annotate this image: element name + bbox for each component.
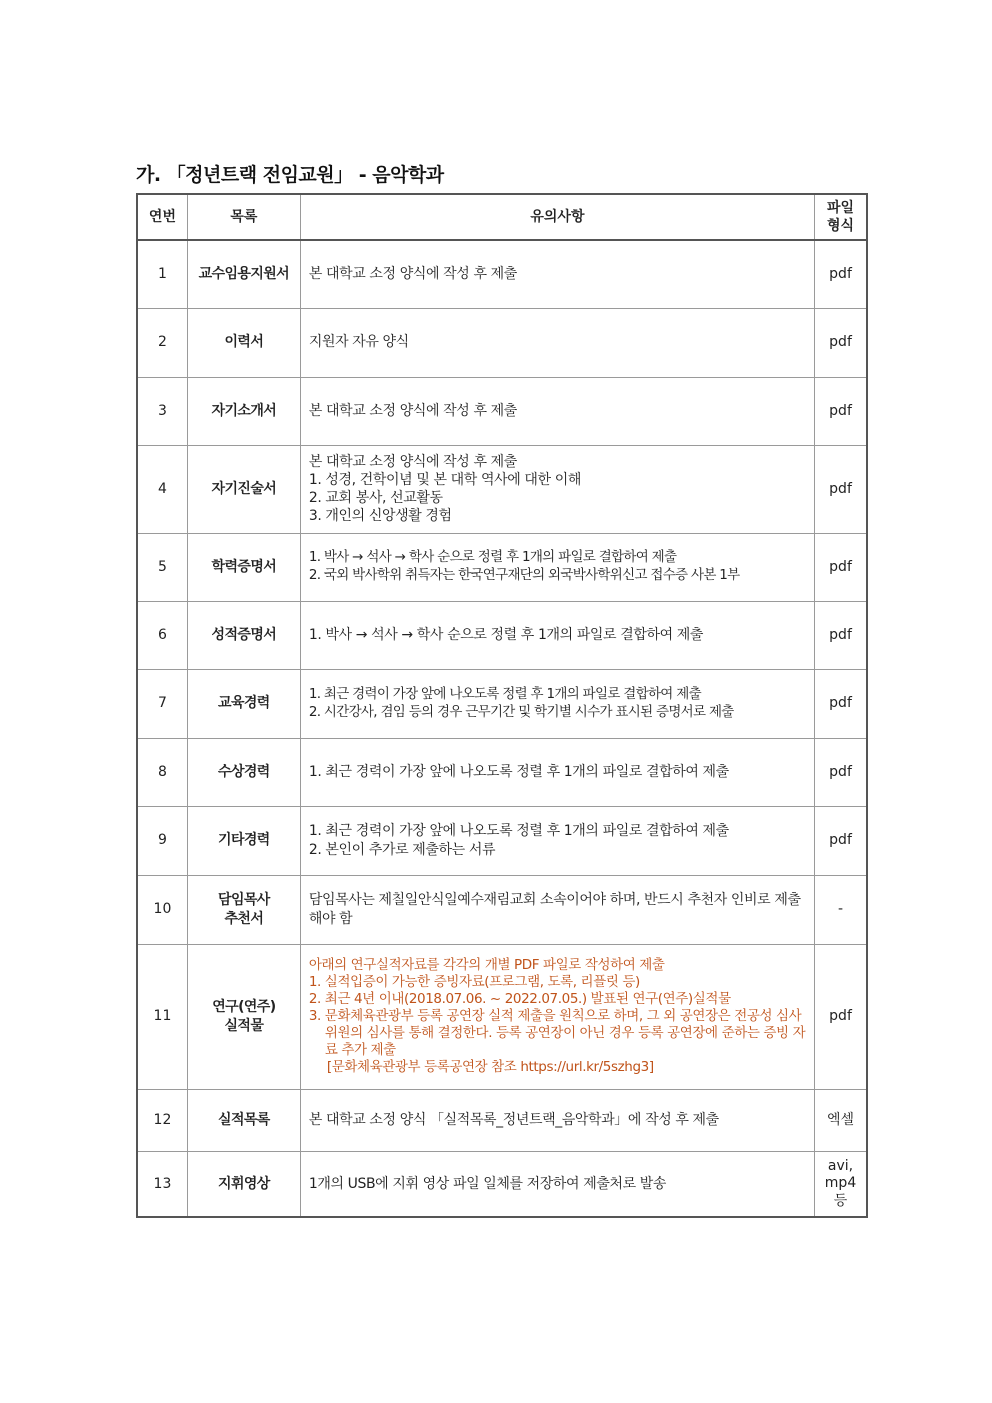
row-title: 실적목록 [187,1089,300,1151]
row-title: 자기진술서 [187,445,300,533]
row-format: pdf [815,377,867,445]
row-note: 본 대학교 소정 양식에 작성 후 제출 [300,377,814,445]
row-format: pdf [815,669,867,738]
row-note: 1개의 USB에 지휘 영상 파일 일체를 저장하여 제출처로 발송 [300,1151,814,1217]
row-format: pdf [815,533,867,601]
table-row [137,377,867,445]
row-format: pdf [815,806,867,875]
row-format: pdf [815,944,867,1089]
table-row [137,669,867,738]
row-note: 1. 최근 경력이 가장 앞에 나오도록 정렬 후 1개의 파일로 결합하여 제출 [300,738,814,806]
row-note-highlighted: 아래의 연구실적자료를 각각의 개별 PDF 파일로 작성하여 제출 1. 실적입증이 가능한 증빙자료(프로그램, 도록, 리플릿 등) 2. 최근 4년 이내(2018.07.06. ~ 2022.07.05.) 발표된 연구(연주)실적물 3. 문화체육관광부 등록 공연장 실적 제출을 원칙으로 하며, 그 외 공연장은 전공성 심사위원의 심사를 통해 결정한다. 등록 공연장이 아닌 경우 등록 공연장에 준하는 증빙 자료 추가 제출 [문화체육관광부 등록공연장 참조 https://url.kr/5szhg3] [300,944,814,1089]
row-title: 연구(연주) 실적물 [187,944,300,1089]
row-title: 성적증명서 [187,601,300,669]
row-note: 본 대학교 소정 양식에 작성 후 제출 [300,240,814,308]
row-number: 7 [137,669,187,738]
section-heading: 가. 「정년트랙 전임교원」 - 음악학과 [136,164,444,186]
row-title: 학력증명서 [187,533,300,601]
row-title: 이력서 [187,308,300,377]
row-number: 13 [137,1151,187,1217]
row-note: 본 대학교 소정 양식에 작성 후 제출 1. 성경, 건학이념 및 본 대학 역사에 대한 이해 2. 교회 봉사, 선교활동 3. 개인의 신앙생활 경험 [300,445,814,533]
row-number: 3 [137,377,187,445]
row-format: avi, mp4 등 [815,1151,867,1217]
row-note: 1. 박사 → 석사 → 학사 순으로 정렬 후 1개의 파일로 결합하여 제출 [300,601,814,669]
table-row [137,308,867,377]
table-row [137,944,867,1089]
row-note: 담임목사는 제칠일안식일예수재림교회 소속이어야 하며, 반드시 추천자 인비로 제출해야 함 [300,875,814,944]
header-title: 목록 [187,194,300,240]
row-format: pdf [815,738,867,806]
row-number: 5 [137,533,187,601]
row-title: 교육경력 [187,669,300,738]
table-row [137,738,867,806]
header-format: 파일 형식 [815,194,867,240]
row-number: 8 [137,738,187,806]
row-number: 2 [137,308,187,377]
row-title: 기타경력 [187,806,300,875]
table-row [137,1089,867,1151]
row-number: 12 [137,1089,187,1151]
table-row [137,806,867,875]
row-note: 지원자 자유 양식 [300,308,814,377]
row-format: pdf [815,601,867,669]
row-number: 6 [137,601,187,669]
header-no: 연번 [137,194,187,240]
table-row [137,1151,867,1217]
row-number: 9 [137,806,187,875]
row-note: 1. 최근 경력이 가장 앞에 나오도록 정렬 후 1개의 파일로 결합하여 제출 2. 시간강사, 겸임 등의 경우 근무기간 및 학기별 시수가 표시된 증명서로 제출 [300,669,814,738]
row-title: 수상경력 [187,738,300,806]
row-number: 4 [137,445,187,533]
table-row [137,875,867,944]
row-format: 엑셀 [815,1089,867,1151]
row-number: 11 [137,944,187,1089]
row-format: pdf [815,240,867,308]
table-row [137,533,867,601]
header-note: 유의사항 [300,194,814,240]
row-title: 담임목사 추천서 [187,875,300,944]
row-note: 1. 박사 → 석사 → 학사 순으로 정렬 후 1개의 파일로 결합하여 제출 2. 국외 박사학위 취득자는 한국연구재단의 외국박사학위신고 접수증 사본 1부 [300,533,814,601]
table-row [137,601,867,669]
table-header-row [137,194,867,240]
row-note: 본 대학교 소정 양식 「실적목록_정년트랙_음악학과」에 작성 후 제출 [300,1089,814,1151]
row-title: 지휘영상 [187,1151,300,1217]
row-number: 1 [137,240,187,308]
document-table [136,193,868,1218]
row-format: pdf [815,308,867,377]
row-note: 1. 최근 경력이 가장 앞에 나오도록 정렬 후 1개의 파일로 결합하여 제출 2. 본인이 추가로 제출하는 서류 [300,806,814,875]
row-title: 교수임용지원서 [187,240,300,308]
row-format: - [815,875,867,944]
row-title: 자기소개서 [187,377,300,445]
table-row [137,445,867,533]
row-number: 10 [137,875,187,944]
table-row [137,240,867,308]
row-format: pdf [815,445,867,533]
